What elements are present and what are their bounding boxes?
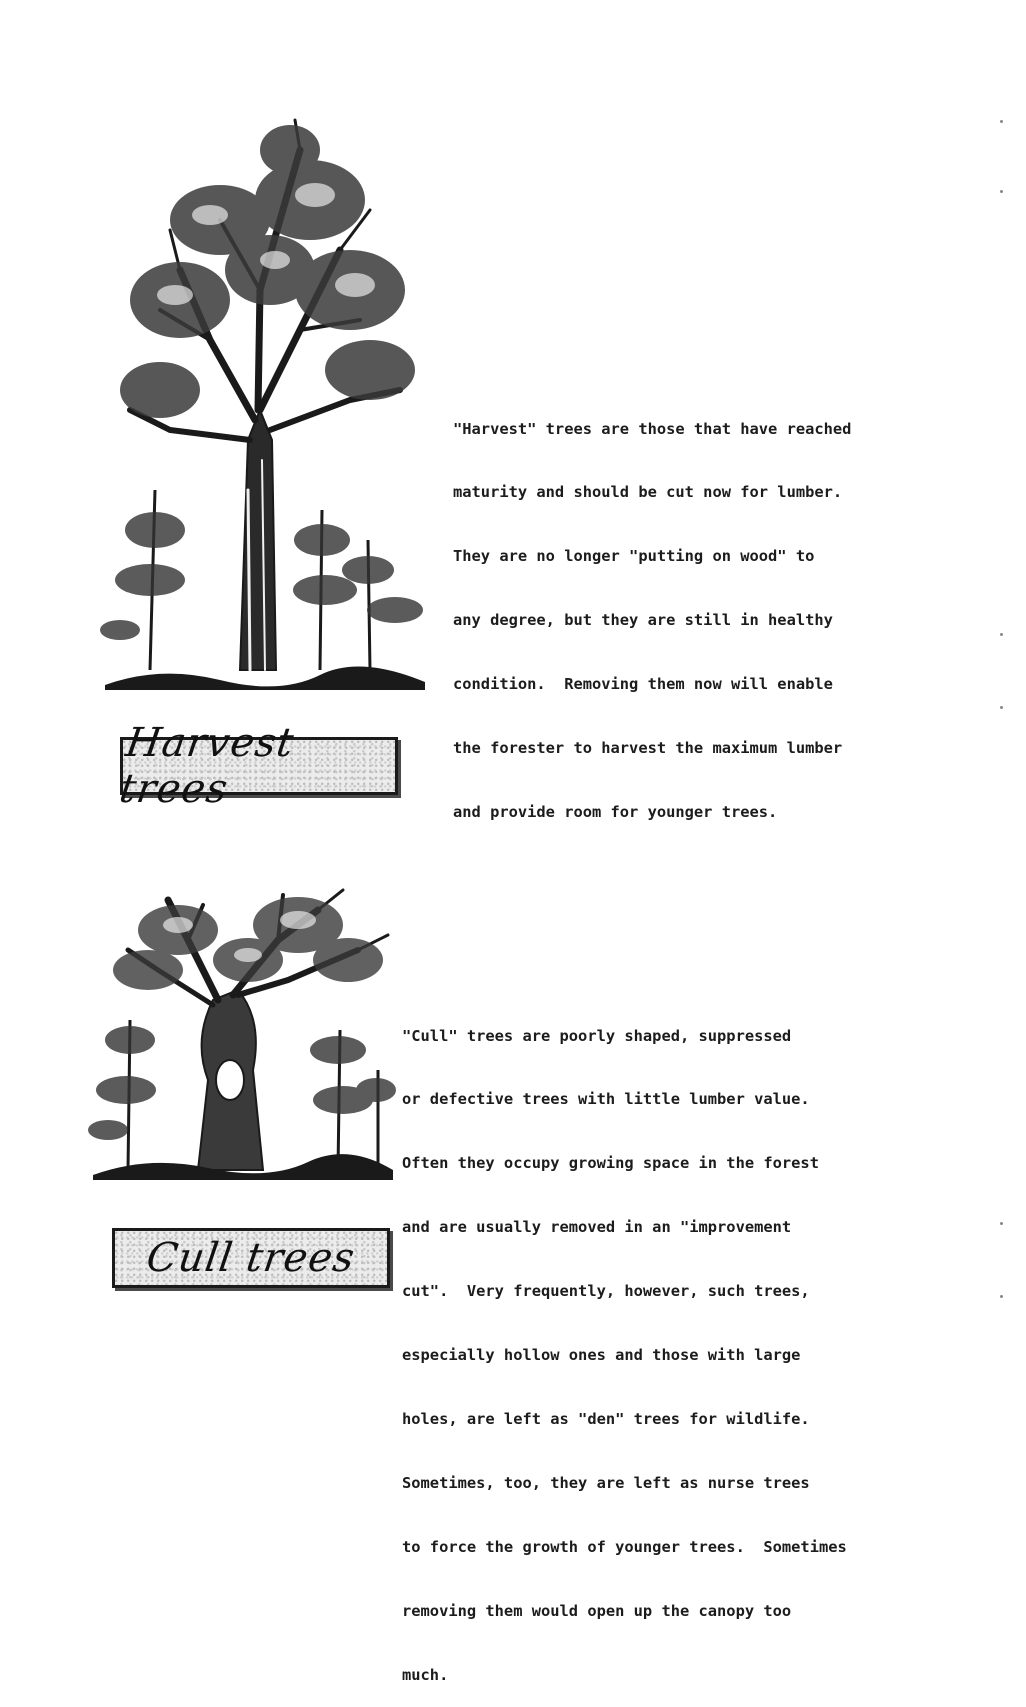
margin-speck [1000, 1222, 1003, 1225]
cull-trees-caption: Cull trees [143, 1235, 359, 1281]
paragraph-line: the forester to harvest the maximum lumber [453, 739, 843, 758]
paragraph-line: or defective trees with little lumber value. [402, 1090, 810, 1109]
paragraph-line: removing them would open up the canopy too [402, 1601, 792, 1620]
cull-tree-illustration-icon [88, 880, 398, 1180]
harvest-trees-caption: Harvest trees [116, 720, 298, 812]
paragraph-line: cut". Very frequently, however, such trees, [402, 1282, 810, 1301]
paragraph-line: "Cull" trees are poorly shaped, suppressed [402, 1026, 792, 1045]
paragraph-line: condition. Removing them now will enable [453, 675, 833, 694]
margin-speck [1000, 706, 1003, 709]
harvest-trees-paragraph [453, 376, 851, 845]
paragraph-line: any degree, but they are still in healthy [453, 611, 833, 630]
margin-speck [1000, 1295, 1003, 1298]
paragraph-line: to force the growth of younger trees. Sometimes [402, 1537, 847, 1556]
cull-trees-paragraph [402, 983, 847, 1707]
paragraph-line: much. [402, 1665, 449, 1684]
paragraph-line: They are no longer "putting on wood" to [453, 547, 815, 566]
paragraph-line: "Harvest" trees are those that have reached [453, 419, 852, 438]
harvest-trees-caption-banner [116, 720, 398, 812]
cull-trees-caption-banner [112, 1228, 390, 1288]
margin-speck [1000, 633, 1003, 636]
paragraph-line: holes, are left as "den" trees for wildlife. [402, 1409, 810, 1428]
margin-speck [1000, 120, 1003, 123]
paragraph-line: Sometimes, too, they are left as nurse trees [402, 1473, 810, 1492]
paragraph-line: maturity and should be cut now for lumber. [453, 483, 843, 502]
harvest-tree-illustration-icon [100, 110, 430, 690]
paragraph-line: Often they occupy growing space in the forest [402, 1154, 819, 1173]
paragraph-line: and are usually removed in an "improvement [402, 1218, 792, 1237]
paragraph-line: especially hollow ones and those with large [402, 1346, 801, 1365]
paragraph-line: and provide room for younger trees. [453, 802, 778, 821]
margin-speck [1000, 190, 1003, 193]
